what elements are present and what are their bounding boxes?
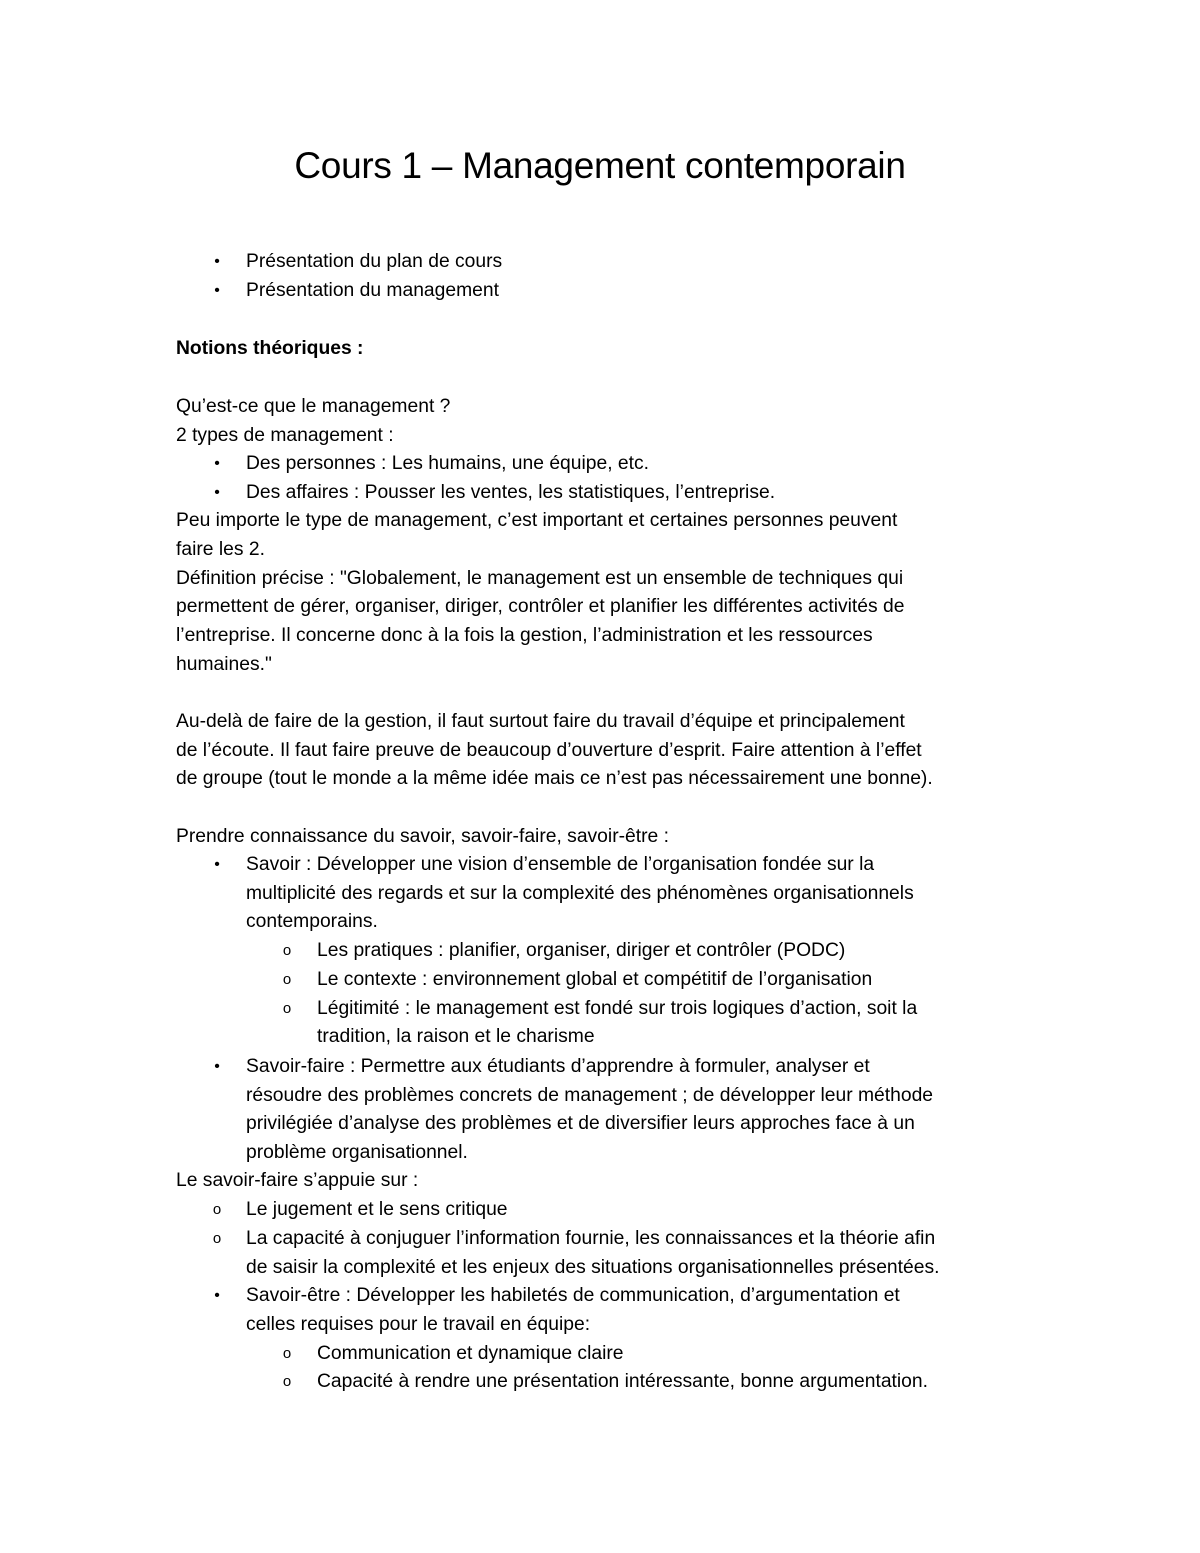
sf-item: La capacité à conjuguer l’information fournie, les connaissances et la théorie afin (246, 1228, 936, 1249)
types-intro: 2 types de management : (176, 425, 394, 446)
savoir-faire-item-cont: résoudre des problèmes concrets de management ; de développer leur méthode (246, 1085, 934, 1106)
question-line: Qu’est-ce que le management ? (176, 396, 451, 417)
paragraph-line: Peu importe le type de management, c’est important et certaines personnes peuvent (176, 510, 898, 531)
definition-line: humaines." (176, 654, 272, 675)
savoir-faire-item-cont: privilégiée d’analyse des problèmes et de diversifier leurs approches face à un (246, 1113, 915, 1134)
sub-bullet-icon: o (212, 1201, 222, 1218)
sub-item: Les pratiques : planifier, organiser, diriger et contrôler (PODC) (317, 940, 846, 961)
sf-item-cont: de saisir la complexité et les enjeux des situations organisationnelles présentées. (246, 1257, 940, 1278)
savoir-faire-item-cont: problème organisationnel. (246, 1142, 468, 1163)
savoir-etre-item-cont: celles requises pour le travail en équipe: (246, 1314, 591, 1335)
page-title: Cours 1 – Management contemporain (294, 145, 906, 186)
intro-item: Présentation du management (246, 280, 499, 301)
paragraph-line: de l’écoute. Il faut faire preuve de beaucoup d’ouverture d’esprit. Faire attention à l’effet (176, 740, 922, 761)
sub-item: Légitimité : le management est fondé sur trois logiques d’action, soit la (317, 998, 918, 1019)
intro-item: Présentation du plan de cours (246, 251, 503, 272)
sub-bullet-icon: o (282, 1000, 292, 1017)
sub-item: Capacité à rendre une présentation intéressante, bonne argumentation. (317, 1371, 928, 1392)
sub-item: Communication et dynamique claire (317, 1343, 624, 1364)
definition-line: l’entreprise. Il concerne donc à la fois la gestion, l’administration et les ressources (176, 625, 873, 646)
sf-item: Le jugement et le sens critique (246, 1199, 508, 1220)
bullet-icon: • (214, 856, 220, 873)
sub-bullet-icon: o (212, 1230, 222, 1247)
sub-item-cont: tradition, la raison et le charisme (317, 1026, 595, 1047)
section-heading: Notions théoriques : (176, 338, 364, 359)
type-item: Des personnes : Les humains, une équipe, etc. (246, 453, 650, 474)
sub-bullet-icon: o (282, 942, 292, 959)
sub-bullet-icon: o (282, 971, 292, 988)
bullet-icon: • (214, 455, 220, 472)
bullet-icon: • (214, 1287, 220, 1304)
savoir-item: Savoir : Développer une vision d’ensemble de l’organisation fondée sur la (246, 854, 875, 875)
paragraph-line: Le savoir-faire s’appuie sur : (176, 1170, 419, 1191)
bullet-icon: • (214, 484, 220, 501)
sub-bullet-icon: o (282, 1373, 292, 1390)
sub-bullet-icon: o (282, 1345, 292, 1362)
sub-item: Le contexte : environnement global et compétitif de l’organisation (317, 969, 873, 990)
paragraph-line: faire les 2. (176, 539, 265, 560)
type-item: Des affaires : Pousser les ventes, les statistiques, l’entreprise. (246, 482, 776, 503)
paragraph-line: Au-delà de faire de la gestion, il faut surtout faire du travail d’équipe et principalement (176, 711, 905, 732)
savoir-etre-item: Savoir-être : Développer les habiletés de communication, d’argumentation et (246, 1285, 900, 1306)
savoir-item-cont: multiplicité des regards et sur la complexité des phénomènes organisationnels (246, 883, 914, 904)
bullet-icon: • (214, 253, 220, 270)
savoir-item-cont: contemporains. (246, 911, 378, 932)
paragraph-line: Prendre connaissance du savoir, savoir-faire, savoir-être : (176, 826, 669, 847)
bullet-icon: • (214, 282, 220, 299)
paragraph-line: de groupe (tout le monde a la même idée mais ce n’est pas nécessairement une bonne). (176, 768, 933, 789)
definition-line: permettent de gérer, organiser, diriger, contrôler et planifier les différentes activités de (176, 596, 905, 617)
bullet-icon: • (214, 1058, 220, 1075)
savoir-faire-item: Savoir-faire : Permettre aux étudiants d’apprendre à formuler, analyser et (246, 1056, 870, 1077)
definition-line: Définition précise : "Globalement, le management est un ensemble de techniques qui (176, 568, 904, 589)
